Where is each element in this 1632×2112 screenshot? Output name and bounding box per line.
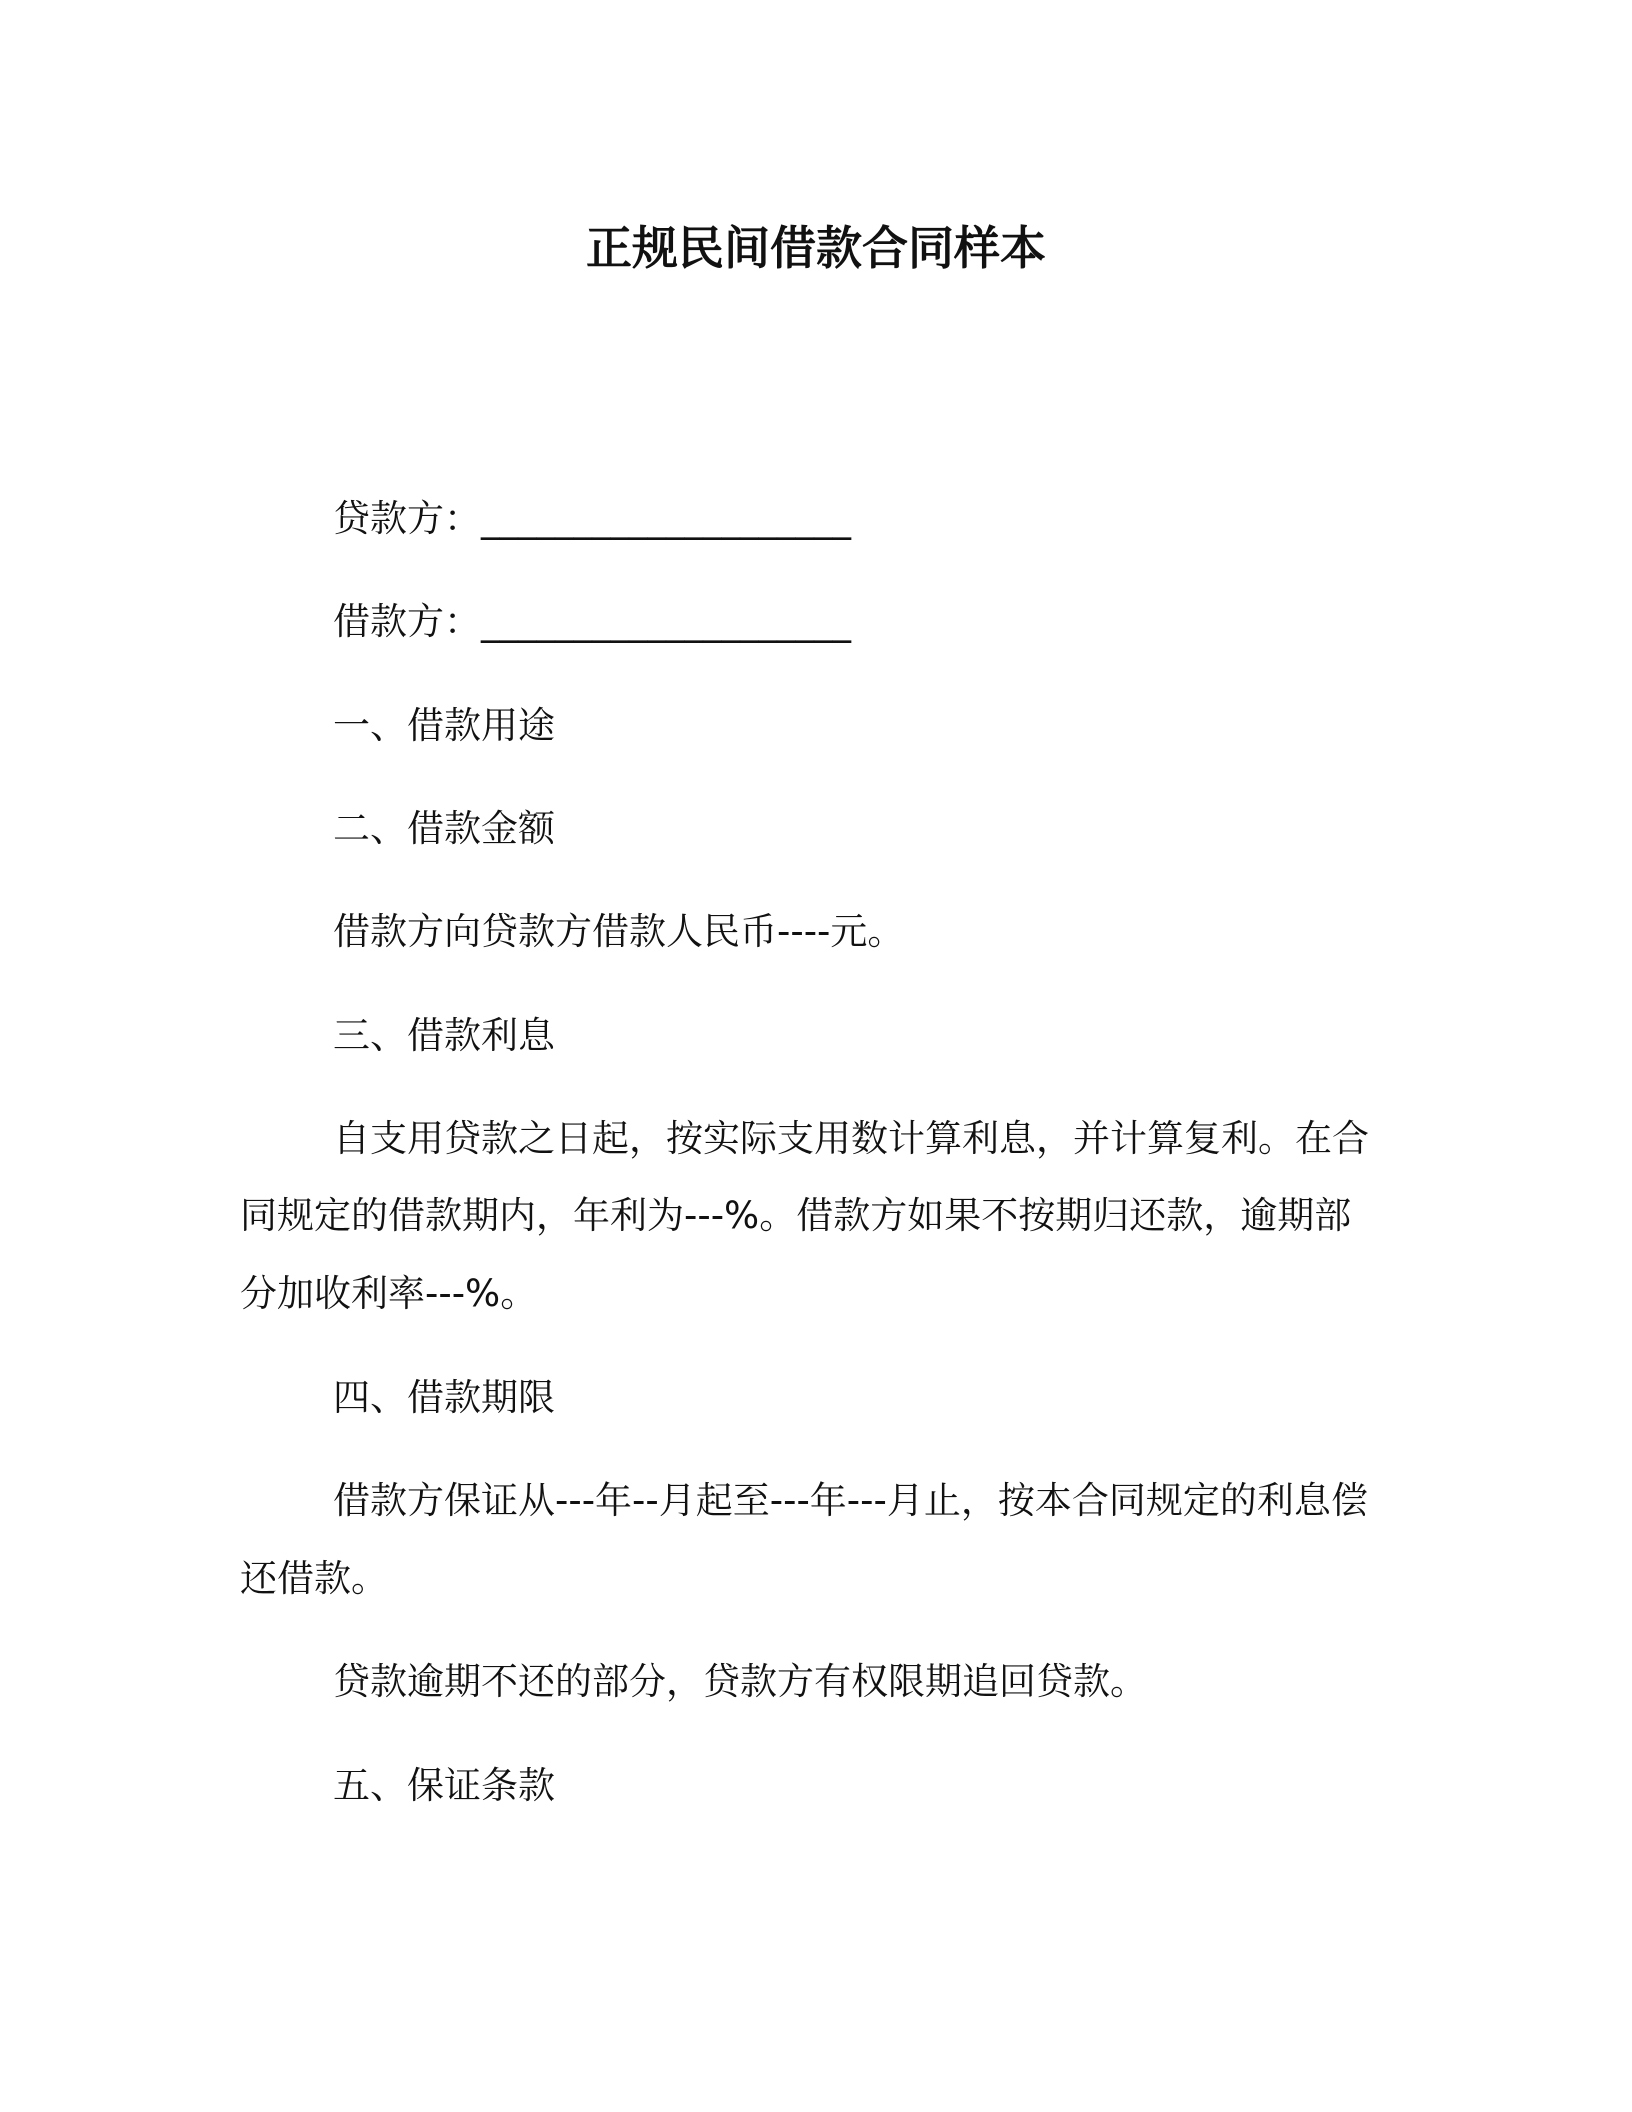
section-3-text-line-3: 分加收利率---%。 bbox=[240, 1272, 538, 1315]
section-1-heading: 一、借款用途 bbox=[333, 704, 555, 747]
section-3-heading: 三、借款利息 bbox=[333, 1014, 555, 1057]
section-4-heading: 四、借款期限 bbox=[333, 1376, 555, 1419]
section-4-text-line-1: 借款方保证从---年--月起至---年---月止，按本合同规定的利息偿 bbox=[333, 1479, 1368, 1522]
document-title: 正规民间借款合同样本 bbox=[586, 221, 1046, 275]
section-5-heading: 五、保证条款 bbox=[333, 1764, 555, 1807]
section-2-text: 借款方向贷款方借款人民币----元。 bbox=[333, 910, 905, 953]
lender-line: 贷款方：____________________ bbox=[333, 497, 851, 540]
section-3-text-line-2: 同规定的借款期内，年利为---%。借款方如果不按期归还款，逾期部 bbox=[240, 1194, 1352, 1237]
section-3-text-line-1: 自支用贷款之日起，按实际支用数计算利息，并计算复利。在合 bbox=[333, 1117, 1369, 1160]
section-2-heading: 二、借款金额 bbox=[333, 807, 555, 850]
borrower-line: 借款方：____________________ bbox=[333, 600, 851, 643]
section-4-text-2: 贷款逾期不还的部分，贷款方有权限期追回贷款。 bbox=[333, 1660, 1147, 1703]
section-4-text-line-2: 还借款。 bbox=[240, 1557, 388, 1600]
